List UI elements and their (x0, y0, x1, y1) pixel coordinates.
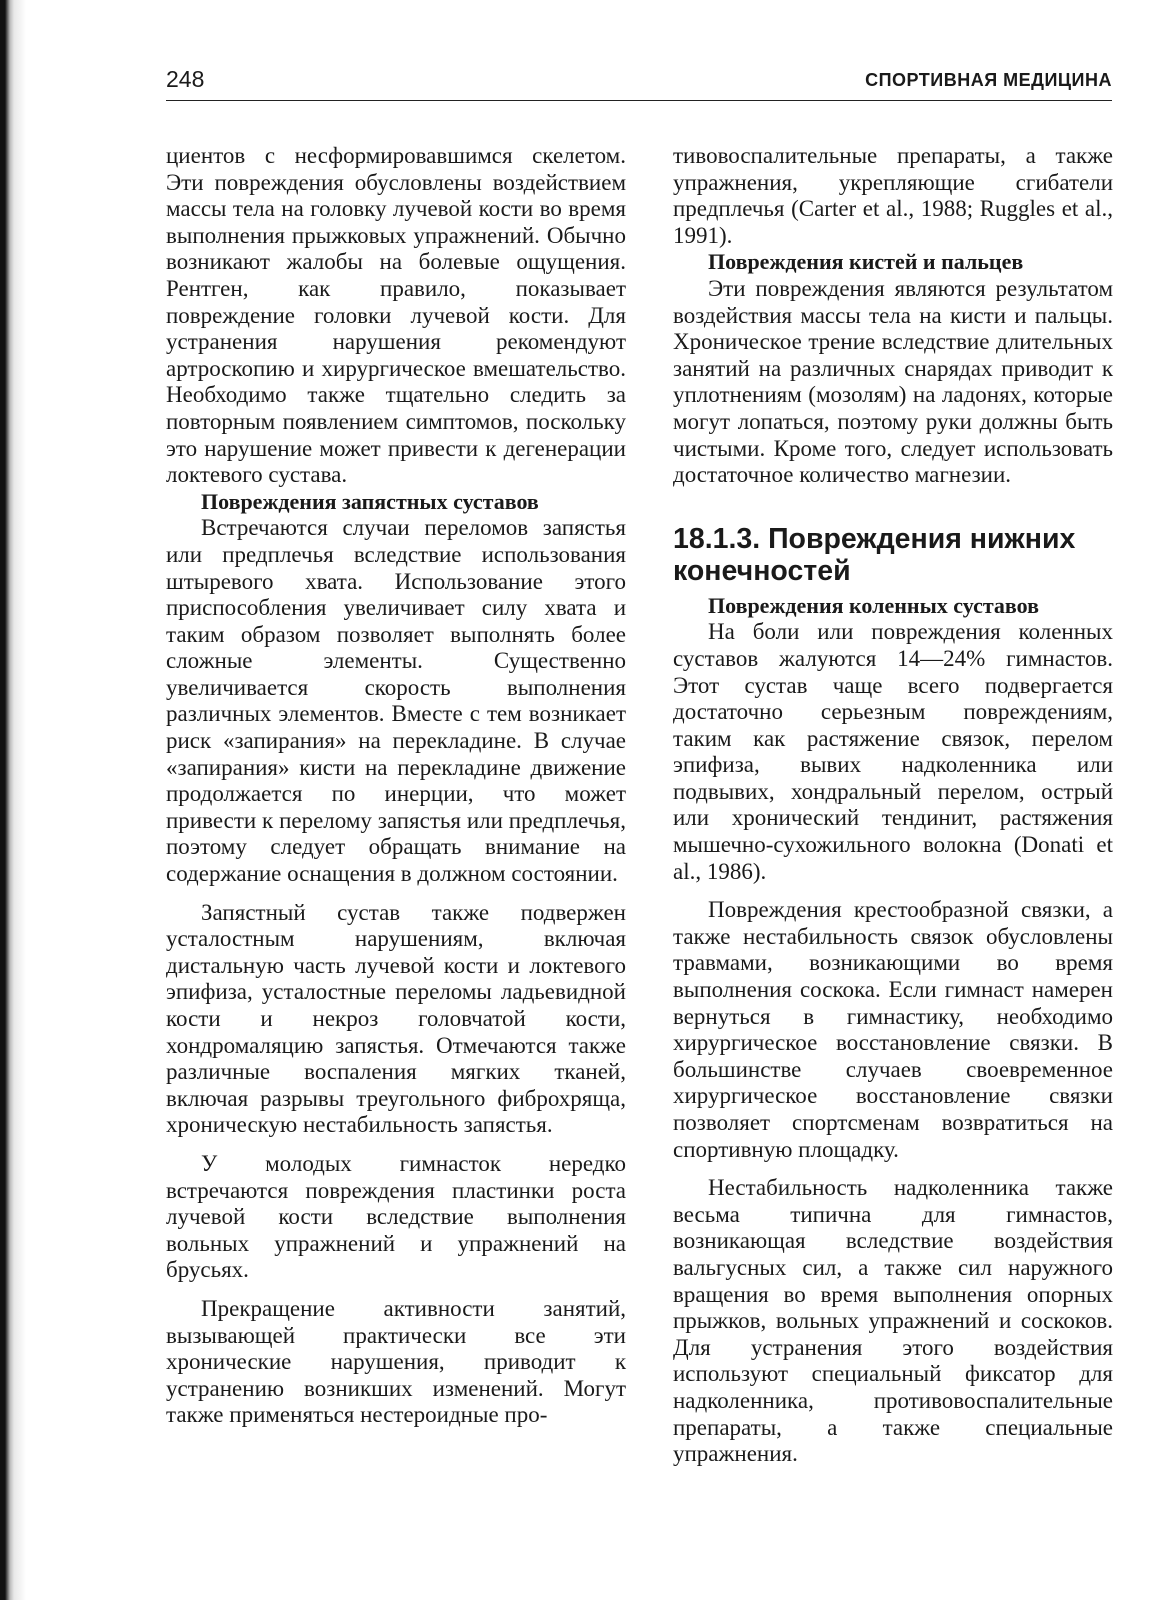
paragraph: циентов с несформировавшимся скелетом. Эти повреждения обусловлены воздействием массы тела на головку лучевой кости во время выполнения прыжковых упражнений. Обычно возникают жалобы на болевые ощущения. Рентген, как правило, показывает повреждение головки лучевой кости. Для устранения нарушения рекомендуют артроскопию и хирургическое вмешательство. Необходимо также тщательно следить за повторным появлением симптомов, поскольку это нарушение может привести к дегенерации локтевого сустава. (166, 143, 626, 488)
paragraph: На боли или повреждения коленных суставов жалуются 14—24% гимнастов. Этот сустав чаще всего подвергается достаточно серьезным повреждениям, таким как растяжение связок, перелом эпифиза, вывих надколенника или подвывих, хондральный перелом, острый или хронический тендинит, растяжения мышечно-сухожильного волокна (Donati et al., 1986). (673, 619, 1113, 884)
page-number: 248 (166, 66, 205, 92)
subheading-hand-injuries: Повреждения кистей и пальцев (708, 249, 1024, 275)
paragraph: тивовоспалительные препараты, а также упражнения, укрепляющие сгибатели предплечья (Carter et al., 1988; Ruggles et al., 1991). (673, 143, 1113, 248)
paragraph: Прекращение активности занятий, вызывающей практически все эти хронические нарушения, приводит к устранению возникших изменений. Могут также применяться нестероидные про- (166, 1295, 626, 1428)
paragraph: Встречаются случаи переломов запястья или предплечья вследствие использования штыревого хвата. Использование этого приспособления увеличивает силу хвата и таким образом позволяет выполнять более сложные элементы. Существенно увеличивается скорость выполнения различных элементов. Вместе с тем возникает риск «запирания» на перекладине. В случае «запирания» кисти на перекладине движение продолжается по инерции, что может привести к перелому запястья или предплечья, поэтому следует обращать внимание на содержание оснащения в должном состоянии. (166, 515, 626, 887)
header-rule (166, 100, 1112, 101)
subheading-wrist-injuries: Повреждения запястных суставов (201, 488, 539, 514)
left-column (166, 143, 626, 1429)
paragraph: Запястный сустав также подвержен усталостным нарушениям, включая дистальную часть лучевой кости и локтевого эпифиза, усталостные переломы ладьевидной кости и некроз головчатой кости, хондромаляцию запястья. Отмечаются также различные воспаления мягких тканей, включая разрывы треугольного фиброхряща, хроническую нестабильность запястья. (166, 899, 626, 1138)
subheading-knee-injuries: Повреждения коленных суставов (708, 592, 1039, 618)
page-header (166, 66, 1112, 100)
paragraph: У молодых гимнасток нередко встречаются повреждения пластинки роста лучевой кости вследствие выполнения вольных упражнений и упражнений на брусьях. (166, 1150, 626, 1283)
section-title: 18.1.3. Повреждения нижних конечностей (673, 522, 1076, 587)
running-title: СПОРТИВНАЯ МЕДИЦИНА (865, 70, 1112, 90)
paragraph: Эти повреждения являются результатом воздействия массы тела на кисти и пальцы. Хроническое трение вследствие длительных занятий на различных снарядах приводит к уплотнениям (мозолям) на ладонях, которые могут лопаться, поэтому руки должны быть чистыми. Кроме того, следует использовать достаточное количество магнезии. (673, 275, 1113, 488)
right-column (673, 143, 1113, 1468)
paragraph: Нестабильность надколенника также весьма типична для гимнастов, возникающая вследствие воздействия вальгусных сил, а также сил наружного вращения во время выполнения опорных прыжков, вольных упражнений и соскоков. Для устранения этого воздействия используют специальный фиксатор для надколенника, противовоспалительные препараты, а также специальные упражнения. (673, 1175, 1113, 1467)
book-spine-shadow (0, 0, 26, 1600)
paragraph: Повреждения крестообразной связки, а также нестабильность связок обусловлены травмами, возникающими во время выполнения соскока. Если гимнаст намерен вернуться в гимнастику, необходимо хирургическое восстановление связки. В большинстве случаев своевременное хирургическое восстановление связки позволяет спортсменам возвратиться на спортивную площадку. (673, 897, 1113, 1162)
